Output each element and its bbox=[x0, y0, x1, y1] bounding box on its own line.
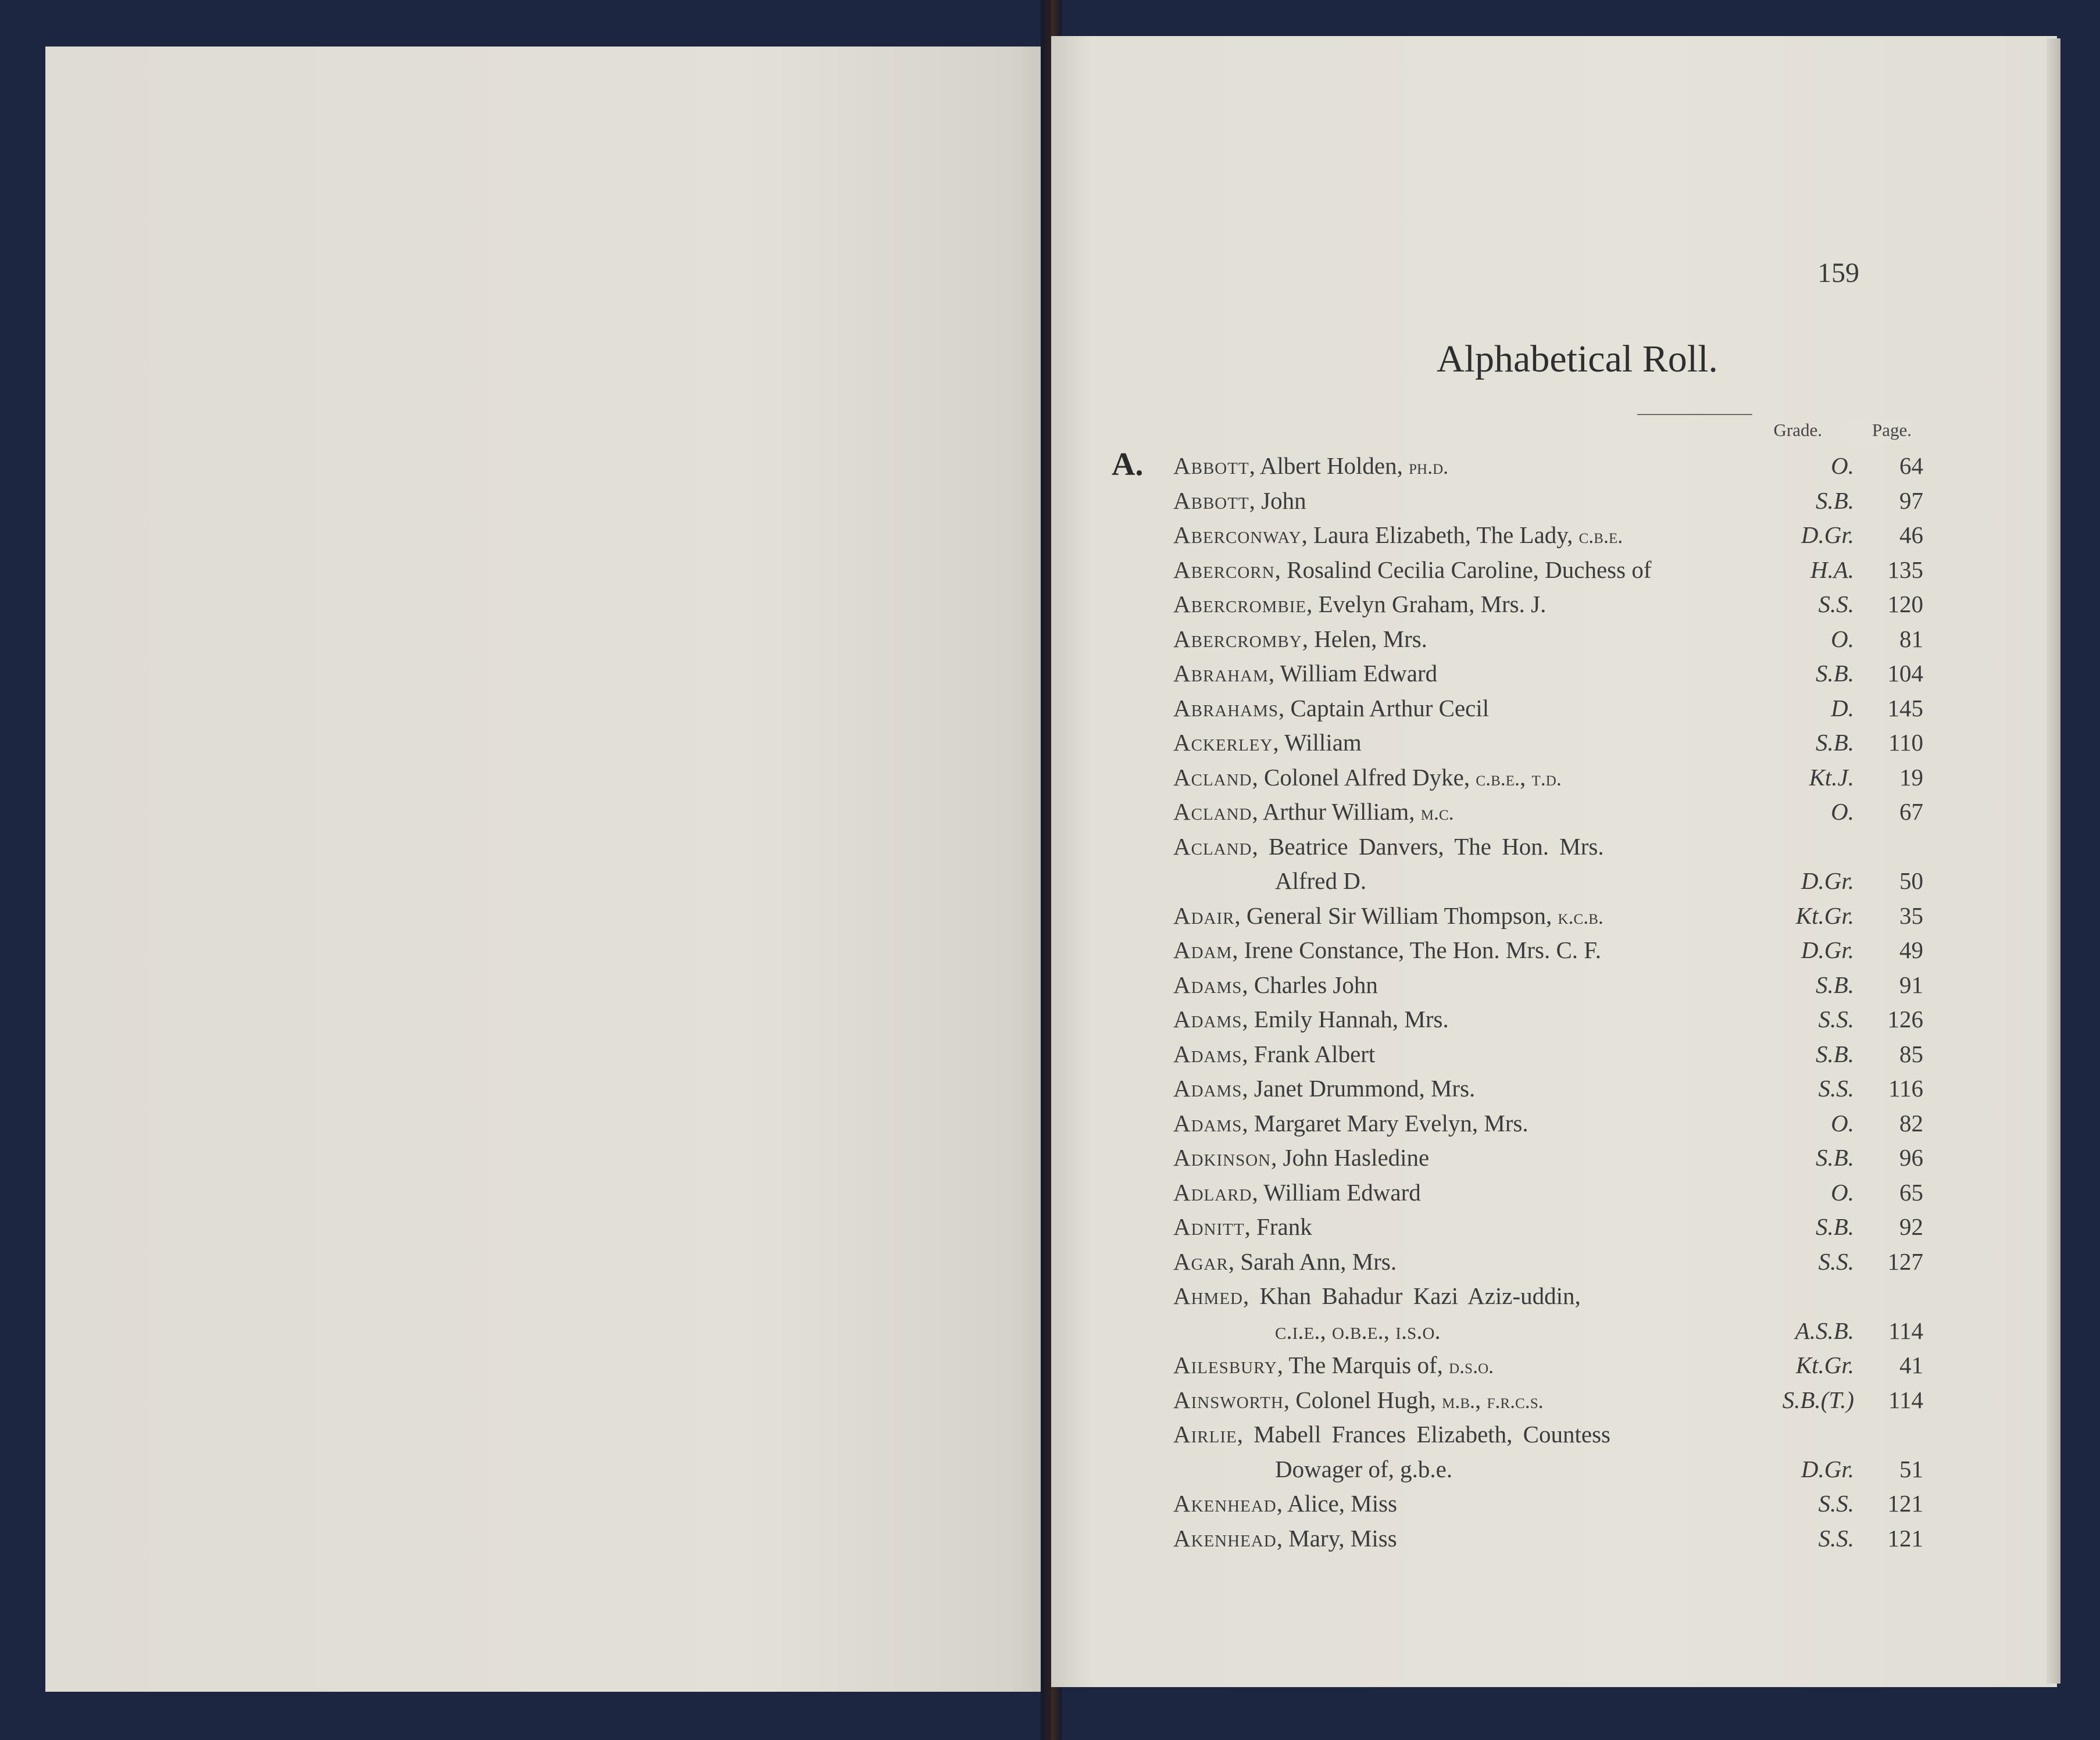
entry-given-names: , Khan Bahadur Kazi Aziz-uddin, bbox=[1243, 1282, 1581, 1309]
list-item bbox=[1173, 1071, 1923, 1106]
entry-given-names: , General Sir William Thompson, k.c.b. bbox=[1234, 902, 1603, 929]
entry-page: 19 bbox=[1899, 763, 1923, 791]
entry-grade: S.B. bbox=[1815, 1144, 1854, 1171]
entry-surname: Adkinson bbox=[1173, 1144, 1272, 1171]
list-item bbox=[1173, 656, 1923, 691]
list-item bbox=[1173, 1521, 1923, 1556]
entry-given-names: , Mary, Miss bbox=[1276, 1524, 1397, 1552]
list-item bbox=[1173, 726, 1923, 760]
entry-name bbox=[1173, 1106, 1528, 1141]
entry-surname: Adams bbox=[1173, 971, 1242, 998]
entry-page: 65 bbox=[1899, 1178, 1923, 1206]
entry-page: 41 bbox=[1899, 1352, 1923, 1378]
entry-given-names: , William Edward bbox=[1268, 660, 1438, 687]
list-item bbox=[1173, 1383, 1923, 1418]
entry-given-names: , Sarah Ann, Mrs. bbox=[1228, 1248, 1397, 1275]
entry-name bbox=[1173, 484, 1306, 519]
entry-grade: O. bbox=[1831, 1178, 1854, 1206]
list-item bbox=[1173, 1348, 1923, 1383]
entry-given-names: , Evelyn Graham, Mrs. J. bbox=[1306, 591, 1547, 617]
entry-name bbox=[1173, 1071, 1475, 1106]
entry-grade: S.B. bbox=[1815, 487, 1854, 514]
entry-name bbox=[1173, 691, 1489, 726]
entry-surname: Ailesbury bbox=[1173, 1352, 1277, 1378]
entry-continuation: Dowager of, g.b.e. bbox=[1275, 1455, 1453, 1482]
left-page-blank bbox=[45, 47, 1050, 1692]
entry-grade: Kt.J. bbox=[1809, 763, 1854, 791]
entry-grade: D.Gr. bbox=[1801, 867, 1854, 894]
entry-grade: S.S. bbox=[1818, 1524, 1854, 1552]
entry-grade: D.Gr. bbox=[1801, 521, 1854, 548]
entry-given-names: , Beatrice Danvers, The Hon. Mrs. bbox=[1252, 833, 1604, 860]
entry-given-names: , John Hasledine bbox=[1271, 1144, 1430, 1171]
entry-page: 91 bbox=[1899, 971, 1923, 998]
entry-grade: S.S. bbox=[1818, 591, 1854, 617]
entry-page: 67 bbox=[1899, 798, 1923, 825]
entry-surname: Acland bbox=[1173, 833, 1252, 860]
entry-page: 85 bbox=[1899, 1040, 1923, 1067]
entry-continuation: c.i.e., o.b.e., i.s.o. bbox=[1275, 1317, 1441, 1344]
list-item bbox=[1173, 899, 1923, 934]
entry-page: 46 bbox=[1899, 521, 1923, 548]
entry-grade: Kt.Gr. bbox=[1795, 902, 1854, 929]
entry-name bbox=[1173, 1521, 1397, 1556]
entry-surname: Adams bbox=[1173, 1075, 1242, 1102]
entry-name bbox=[1173, 587, 1546, 622]
entry-surname: Acland bbox=[1173, 763, 1252, 791]
entry-name bbox=[1173, 1348, 1494, 1384]
entry-page: 114 bbox=[1888, 1386, 1923, 1413]
list-item bbox=[1173, 449, 1923, 484]
list-item bbox=[1173, 1417, 1917, 1452]
entry-grade: O. bbox=[1831, 798, 1854, 825]
entry-surname: Akenhead bbox=[1173, 1524, 1277, 1552]
list-item bbox=[1173, 830, 1917, 864]
entry-name bbox=[1173, 760, 1562, 796]
entry-page: 145 bbox=[1887, 694, 1923, 721]
list-item bbox=[1173, 1141, 1923, 1176]
list-item-continuation bbox=[1173, 1452, 1923, 1487]
entry-surname: Airlie bbox=[1173, 1421, 1237, 1448]
list-item bbox=[1173, 1245, 1923, 1280]
entry-name bbox=[1173, 795, 1454, 831]
entry-given-names: , Helen, Mrs. bbox=[1302, 625, 1427, 652]
entry-name bbox=[1173, 518, 1623, 554]
entry-page: 81 bbox=[1899, 625, 1923, 652]
entry-given-names: , John bbox=[1249, 487, 1306, 514]
entry-name bbox=[1173, 726, 1362, 760]
entry-given-names: , The Marquis of, d.s.o. bbox=[1277, 1352, 1494, 1378]
title-rule-divider bbox=[1637, 414, 1752, 415]
entry-grade: H.A. bbox=[1810, 556, 1854, 583]
list-item bbox=[1173, 760, 1923, 795]
entry-given-names: , Emily Hannah, Mrs. bbox=[1242, 1006, 1449, 1032]
entry-given-names: , Captain Arthur Cecil bbox=[1278, 694, 1490, 721]
entry-surname: Adlard bbox=[1173, 1178, 1252, 1206]
entry-surname: Adam bbox=[1173, 937, 1233, 963]
entry-surname: Adams bbox=[1173, 1006, 1242, 1032]
entry-given-names: , Frank Albert bbox=[1242, 1040, 1376, 1067]
list-item-continuation bbox=[1173, 864, 1923, 899]
list-item bbox=[1173, 553, 1923, 588]
entry-grade: D.Gr. bbox=[1801, 937, 1854, 963]
entry-grade: S.B. bbox=[1815, 1040, 1854, 1067]
entry-grade: O. bbox=[1831, 625, 1854, 652]
entry-name bbox=[1173, 1383, 1544, 1419]
entry-page: 104 bbox=[1887, 660, 1923, 687]
entry-name bbox=[1173, 1210, 1312, 1245]
entry-surname: Abercrombie bbox=[1173, 591, 1307, 617]
entry-page: 121 bbox=[1887, 1490, 1923, 1517]
list-item bbox=[1173, 1210, 1923, 1245]
list-item bbox=[1173, 933, 1923, 968]
list-item bbox=[1173, 795, 1923, 830]
entry-page: 97 bbox=[1899, 487, 1923, 514]
entry-page: 64 bbox=[1899, 452, 1923, 479]
entry-name bbox=[1173, 1417, 1610, 1452]
entry-continuation: Alfred D. bbox=[1275, 867, 1367, 894]
entry-surname: Abbott bbox=[1173, 452, 1249, 479]
entry-grade: S.S. bbox=[1818, 1006, 1854, 1032]
entry-name bbox=[1173, 1279, 1581, 1314]
entry-surname: Aberconway bbox=[1173, 521, 1302, 548]
entry-grade: S.S. bbox=[1818, 1075, 1854, 1102]
list-item bbox=[1173, 1106, 1923, 1141]
entry-name bbox=[1173, 1141, 1429, 1176]
entry-name bbox=[1173, 449, 1448, 485]
entry-grade: D.Gr. bbox=[1801, 1455, 1854, 1482]
entry-grade: O. bbox=[1831, 452, 1854, 479]
entry-name bbox=[1173, 830, 1604, 864]
entry-page: 114 bbox=[1888, 1317, 1923, 1344]
entry-surname: Acland bbox=[1173, 798, 1252, 825]
entry-surname: Ahmed bbox=[1173, 1282, 1243, 1309]
page-column-header: Page. bbox=[1842, 420, 1912, 441]
entry-given-names: , William Edward bbox=[1252, 1178, 1421, 1206]
entry-page: 127 bbox=[1887, 1248, 1923, 1275]
entry-name bbox=[1173, 553, 1652, 588]
entry-page: 135 bbox=[1887, 556, 1923, 583]
entry-given-names: , Irene Constance, The Hon. Mrs. C. F. bbox=[1232, 937, 1602, 963]
entry-surname: Abercromby bbox=[1173, 625, 1302, 652]
entry-surname: Ackerley bbox=[1173, 729, 1273, 756]
list-item bbox=[1173, 1279, 1917, 1314]
entry-given-names: , William bbox=[1273, 729, 1362, 756]
entry-given-names: , Colonel Hugh, m.b., f.r.c.s. bbox=[1283, 1386, 1544, 1413]
list-item bbox=[1173, 968, 1923, 1003]
entry-surname: Adair bbox=[1173, 902, 1235, 929]
entry-page: 110 bbox=[1888, 729, 1923, 756]
list-item bbox=[1173, 1002, 1923, 1037]
entry-given-names: , Mabell Frances Elizabeth, Countess bbox=[1237, 1421, 1610, 1448]
entry-name bbox=[1173, 1037, 1375, 1072]
entry-page: 82 bbox=[1899, 1109, 1923, 1137]
page-edge bbox=[2047, 38, 2060, 1684]
entry-page: 51 bbox=[1899, 1455, 1923, 1482]
list-item bbox=[1173, 691, 1923, 726]
entry-grade: D. bbox=[1831, 694, 1854, 721]
entry-surname: Ainsworth bbox=[1173, 1386, 1284, 1413]
entry-surname: Akenhead bbox=[1173, 1490, 1277, 1517]
entry-given-names: , Rosalind Cecilia Caroline, Duchess of bbox=[1274, 556, 1652, 583]
entry-name bbox=[1173, 656, 1437, 691]
entry-name bbox=[1173, 933, 1601, 968]
entry-surname: Abraham bbox=[1173, 660, 1269, 687]
list-item bbox=[1173, 622, 1923, 657]
entry-grade: A.S.B. bbox=[1795, 1317, 1854, 1344]
right-page bbox=[1051, 36, 2057, 1687]
entry-page: 121 bbox=[1887, 1524, 1923, 1552]
entry-page: 49 bbox=[1899, 937, 1923, 963]
entry-grade: S.B. bbox=[1815, 660, 1854, 687]
entry-given-names: , Margaret Mary Evelyn, Mrs. bbox=[1242, 1109, 1528, 1137]
entry-surname: Agar bbox=[1173, 1248, 1228, 1275]
entry-given-names: , Janet Drummond, Mrs. bbox=[1242, 1075, 1476, 1102]
entry-grade: Kt.Gr. bbox=[1795, 1352, 1854, 1378]
entry-page: 120 bbox=[1887, 591, 1923, 617]
entry-grade: S.B. bbox=[1815, 971, 1854, 998]
list-item bbox=[1173, 1487, 1923, 1521]
entry-surname: Adams bbox=[1173, 1040, 1242, 1067]
list-item-continuation bbox=[1173, 1314, 1923, 1349]
entry-name bbox=[1173, 1487, 1397, 1521]
entry-page: 126 bbox=[1887, 1006, 1923, 1032]
entry-grade: O. bbox=[1831, 1109, 1854, 1137]
entry-grade: S.B.(T.) bbox=[1782, 1386, 1854, 1413]
entry-name bbox=[1173, 622, 1427, 657]
entry-grade: S.B. bbox=[1815, 729, 1854, 756]
entry-page: 116 bbox=[1888, 1075, 1923, 1102]
entry-surname: Abrahams bbox=[1173, 694, 1279, 721]
entry-grade: S.S. bbox=[1818, 1248, 1854, 1275]
entry-page: 92 bbox=[1899, 1213, 1923, 1240]
alphabetical-roll-list bbox=[1173, 449, 1923, 1556]
entry-name bbox=[1173, 1002, 1449, 1037]
page-title: Alphabetical Roll. bbox=[1437, 338, 1718, 380]
list-item bbox=[1173, 1037, 1923, 1072]
entry-grade: S.B. bbox=[1815, 1213, 1854, 1240]
entry-given-names: , Arthur William, m.c. bbox=[1252, 798, 1454, 825]
entry-name bbox=[1173, 968, 1378, 1003]
entry-given-names: , Albert Holden, ph.d. bbox=[1249, 452, 1449, 479]
list-item bbox=[1173, 484, 1923, 519]
entry-surname: Abbott bbox=[1173, 487, 1249, 514]
entry-grade: S.S. bbox=[1818, 1490, 1854, 1517]
entry-given-names: , Colonel Alfred Dyke, c.b.e., t.d. bbox=[1252, 763, 1562, 791]
entry-surname: Adnitt bbox=[1173, 1213, 1245, 1240]
list-item bbox=[1173, 587, 1923, 622]
entry-name bbox=[1173, 899, 1603, 935]
entry-given-names: , Alice, Miss bbox=[1276, 1490, 1398, 1517]
entry-page: 96 bbox=[1899, 1144, 1923, 1171]
list-item bbox=[1173, 1176, 1923, 1210]
section-letter: A. bbox=[1112, 446, 1144, 483]
entry-name bbox=[1173, 1176, 1421, 1210]
entry-given-names: , Charles John bbox=[1242, 971, 1378, 998]
entry-given-names: , Frank bbox=[1244, 1213, 1312, 1240]
grade-column-header: Grade. bbox=[1773, 420, 1822, 440]
entry-surname: Adams bbox=[1173, 1109, 1242, 1137]
entry-surname: Abercorn bbox=[1173, 556, 1275, 583]
entry-name bbox=[1173, 1245, 1397, 1280]
entry-given-names: , Laura Elizabeth, The Lady, c.b.e. bbox=[1301, 521, 1623, 548]
page-number: 159 bbox=[1817, 258, 1859, 288]
entry-page: 50 bbox=[1899, 867, 1923, 894]
list-item bbox=[1173, 518, 1923, 553]
entry-page: 35 bbox=[1899, 902, 1923, 929]
